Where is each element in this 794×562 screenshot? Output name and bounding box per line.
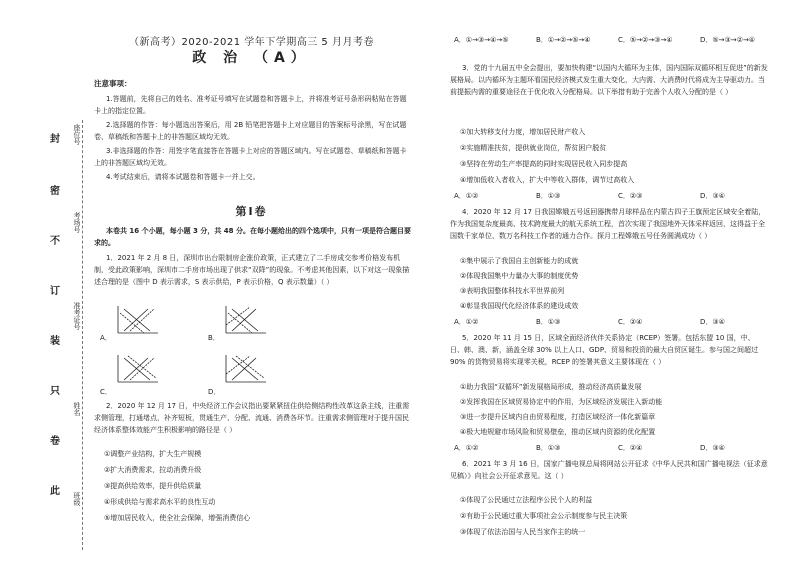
q5-item: ③进一步提升区域内自由贸易程度，打造区域经济一体化新篇章: [460, 413, 656, 421]
section-title: 第Ⅰ卷: [235, 205, 268, 218]
q5-choice: D．③④: [700, 444, 725, 452]
q4-choice: D．③④: [700, 318, 725, 326]
q1-graph-d: [222, 354, 268, 384]
left-column: [90, 0, 413, 562]
binding-dashed-line: [82, 120, 83, 550]
q4-choice: A．①②: [454, 318, 479, 326]
field-seat-number: 座位号: [73, 124, 81, 145]
question-2-stem: 2．2020 年 12 月 17 日，中央经济工作会议指出要紧紧扭住供给侧结构性改革这条主线，注重需求侧管理，打通堵点，补齐短板，贯通生产、分配、流通、消费各环节。注重需求侧管理对于提升国民经济体系整体效能产生积极影响的路径是（ ）: [94, 402, 410, 434]
seal-char: 此: [50, 486, 60, 497]
q3-item: ③坚持在劳动生产率提高的同时实现居民收入同步提高: [460, 160, 628, 168]
q3-choice: B．①③: [536, 192, 561, 200]
subject-title: 政 治 （A）: [192, 50, 311, 66]
field-class: 班级: [73, 492, 81, 506]
q2-item: ③提高供给效率，提升供给质量: [104, 482, 202, 490]
notice-item: 1.答题前，先将自己的姓名、准考证号填写在试题卷和答题卡上，并将准考证号条形码粘贴在答题卡上的指定位置。: [94, 95, 407, 115]
q3-choice: A．①②: [454, 192, 479, 200]
q2-choice: B．①→②→⑤→④: [536, 36, 591, 44]
question-1-stem: 1．2021 年 2 月 8 日，深圳市出台限制房企涨价政策，正式建立了二手房成交参考价格发布机制，受此政策影响，深圳市二手房市场出现了供求“双降”的现象。不考虑其他因素，以下对这一现象描述合理的是（图中 D 表示需求，S 表示供给，P 表示价格，Q 表示数量）（ ）: [94, 254, 410, 286]
seal-char: 不: [50, 236, 60, 247]
field-room-number: 考场号: [73, 212, 81, 233]
q1-graph-c: [114, 354, 160, 384]
section-instruction: 本卷共 16 个小题，每小题 3 分，共 48 分。在每小题给出的四个选项中，只有一项是符合题目要求的。: [94, 227, 411, 247]
q1-option-label: B．: [208, 334, 220, 342]
q2-item: ⑤增加居民收入，使全社会保障，增强消费信心: [104, 514, 251, 522]
q1-graph-b: [222, 305, 268, 335]
question-3-stem: 3．党的十九届五中全会提出，要加快构建“以国内大循环为主体，国内国际双循环相互促进”的新发展格局。以内循环为主题环看国民经济模式发生重大变化，大内需、大消费时代将成为主导驱动力。当前提振内需的重要途径在于优化收入分配格局。以下举措有助于完善个人收入分配的是（ ）: [450, 64, 768, 96]
q4-choice: B．①③: [536, 318, 561, 326]
seal-char: 只: [50, 386, 60, 397]
q1-option-label: A．: [100, 334, 112, 342]
q4-item: ③表明我国整体科技水平世界前列: [460, 287, 565, 295]
notice-item: 4.考试结束后，请将本试题卷和答题卡一并上交。: [106, 173, 260, 181]
field-name: 姓名: [73, 402, 81, 416]
field-exam-id: 准考证号: [73, 302, 81, 330]
q3-choice: C．②③: [618, 192, 643, 200]
q6-item: ②有助于公民通过重大事项社会公示制度参与民主决策: [460, 512, 628, 520]
q2-choice: D．⑤→③→②→④: [700, 36, 756, 44]
q6-item: ③体现了依法治国与人民当家作主的统一: [460, 528, 586, 536]
q4-item: ④彰显我国现代化经济体系的建设成效: [460, 302, 579, 310]
q2-item: ①调整产业结构，扩大生产规模: [104, 450, 202, 458]
q4-item: ②体现我国集中力量办大事的制度优势: [460, 272, 579, 280]
seal-char: 密: [50, 186, 60, 197]
q5-item: ④极大地规避市场风险和贸易壁垒，推动区域内资源的优化配置: [460, 428, 656, 436]
q6-item: ①体现了公民通过立法程序公民个人的利益: [460, 496, 593, 504]
seal-char: 订: [50, 286, 60, 297]
seal-char: 装: [50, 336, 60, 347]
notice-title: 注意事项：: [94, 79, 132, 88]
q5-item: ②发挥我国在区域贸易协定中的作用，为区域经济发展注入新动能: [460, 398, 663, 406]
q5-choice: C．②④: [618, 444, 643, 452]
question-5-stem: 5．2020 年 11 月 15 日，区域全面经济伙伴关系协定（RCEP）签署。包括东盟 10 国，中、日、韩、澳、新，涵盖全球 30% 以上人口、GDP、贸易和投资的最大自贸区诞生。参与国之间超过 90% 的货物贸易将实现零关税，RCEP 的签署其意义主要体现在（ ）: [450, 334, 759, 366]
right-column: [446, 0, 784, 562]
q3-item: ②实施精准扶贫，提供就业岗位，帮贫困户脱贫: [460, 144, 607, 152]
notice-item: 3.非选择题的作答：用签字笔直接答在答题卡上对应的答题区域内。写在试题卷、草稿纸和答题卡上的非答题区域均无效。: [94, 147, 407, 167]
seal-char: 封: [50, 134, 60, 145]
q1-option-label: C．: [100, 388, 112, 396]
q5-choice: B．①③: [536, 444, 561, 452]
q2-item: ②扩大消费需求，拉动消费升级: [104, 466, 202, 474]
q3-item: ④增加低收入者收入，扩大中等收入群体，调节过高收入: [460, 176, 635, 184]
question-6-stem: 6．2021 年 3 月 16 日，国家广播电视总局将网站公开征求《中华人民共和国广播电视法（征求意见稿）》向社会公开征求意见。这（ ）: [450, 460, 768, 480]
q5-item: ①助力我国“双循环”新发展格局形成，推动经济高质量发展: [460, 383, 642, 391]
notice-item: 2.选择题的作答：每小题选出答案后，用 2B 铅笔把答题卡上对应题目的答案标号涂黑，写在试题卷、草稿纸和答题卡上的非答题区域均无效。: [94, 121, 407, 141]
binding-margin: [24, 120, 84, 550]
q3-item: ①加大转移支付力度，增加居民财产收入: [460, 128, 586, 136]
exam-title: （新高考）2020-2021 学年下学期高三 5 月月考卷: [129, 37, 374, 48]
q1-graph-a: [114, 305, 160, 335]
q3-choice: D．③④: [700, 192, 725, 200]
q4-choice: C．②④: [618, 318, 643, 326]
q2-item: ④形成供给与需求高水平的良性互动: [104, 498, 216, 506]
q1-option-label: D．: [208, 388, 221, 396]
seal-char: 卷: [50, 436, 60, 447]
q2-choice: C．⑤→②→③→④: [618, 36, 673, 44]
q4-item: ①集中展示了我国自主创新能力的成就: [460, 257, 579, 265]
q5-choice: A．①②: [454, 444, 479, 452]
q2-choice: A．①→③→④→⑤: [454, 36, 509, 44]
question-4-stem: 4．2020 年 12 月 17 日我国嫦娥五号返回器携带月球样品在内蒙古四子王旗预定区域安全着陆，作为我国复杂度最高、技术跨度最大的航天系统工程，首次实现了我国地外天体采样返回，这得益于全国数千家单位、数万名科技工作者的通力合作。探月工程嫦娥五号任务圆满成功（ ）: [450, 208, 766, 240]
